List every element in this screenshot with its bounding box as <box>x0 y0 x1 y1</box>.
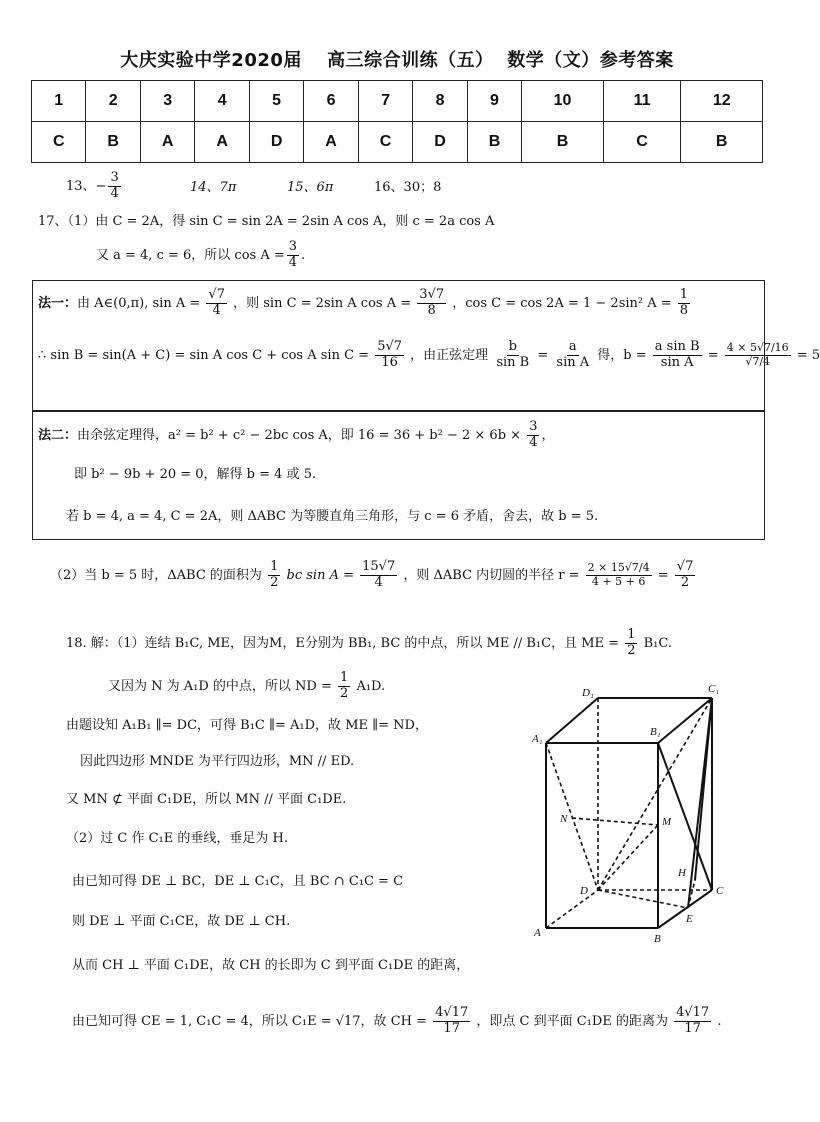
q17-part1-head: 17、（1）由 C = 2A，得 sin C = sin 2A = 2sin A cos A，则 c = 2a cos A <box>38 214 495 229</box>
page-title: 大庆实验中学2020届 高三综合训练（五） 数学（文）参考答案 <box>120 50 674 71</box>
label-D: D <box>580 885 588 897</box>
label-H: H <box>678 867 686 879</box>
question-number-cell: 7 <box>358 81 412 122</box>
answer-numbers-row <box>32 81 763 122</box>
method-two-line1: 法二：由余弦定理得，a² = b² + c² − 2bc cos A，即 16 = 36 + b² − 2 × 6b × $\frac{3}{4}$ ， <box>38 419 555 450</box>
answer-choice-cell: D <box>413 122 467 163</box>
question-number-cell: 3 <box>140 81 194 122</box>
q18-line6: （2）过 C 作 C₁E 的垂线，垂足为 H. <box>66 831 288 846</box>
question-number-cell: 9 <box>467 81 521 122</box>
answer-choice-cell: B <box>522 122 604 163</box>
q18-line3: 由题设知 A₁B₁ ∥= DC，可得 B₁C ∥= A₁D，故 ME ∥= ND， <box>66 718 428 733</box>
label-C: C <box>716 885 724 897</box>
q18-line4: 因此四边形 MNDE 为平行四边形，MN // ED. <box>80 754 355 769</box>
question-number-cell: 5 <box>249 81 303 122</box>
label-E: E <box>686 913 693 925</box>
answer-choice-cell: D <box>249 122 303 163</box>
method-one-line2: ∴ sin B = sin(A + C) = sin A cos C + cos A sin C = $\frac{5√7}{16}$ ，由正弦定理 $\frac{b}{\text{sin B}}$ = $\frac{a}{\text{sin A}}$ 得，b = $\frac{\text{a sin B}}{\text{sin A}}$ = $\frac{4 \times 5√7/16}{√7/4}$ = 5 <box>38 339 820 370</box>
answer-choice-cell: A <box>304 122 358 163</box>
answer-choice-cell: A <box>195 122 249 163</box>
answer-13: 13、− $\frac{3}{4}$ <box>66 170 119 201</box>
answer-14: 14、7π <box>190 180 237 195</box>
label-B1: B₁ <box>650 726 661 738</box>
method-two-line2: 即 b² − 9b + 20 = 0，解得 b = 4 或 5. <box>74 467 317 482</box>
label-A1: A₁ <box>532 733 543 745</box>
q18-line2: 又因为 N 为 A₁D 的中点，所以 ND = $\frac{1}{2}$ A₁D. <box>108 670 386 701</box>
answer-choices-row <box>32 122 763 163</box>
label-N: N <box>560 813 568 825</box>
label-A: A <box>534 927 541 939</box>
q17-cosA: 又 a = 4, c = 6，所以 cos A = $\frac{3}{4}$ . <box>96 239 306 270</box>
answer-choice-cell: B <box>86 122 140 163</box>
label-D1: D₁ <box>582 687 594 699</box>
answer-choice-cell: B <box>681 122 763 163</box>
label-B: B <box>654 933 661 945</box>
question-number-cell: 12 <box>681 81 763 122</box>
question-number-cell: 1 <box>32 81 86 122</box>
q18-line9: 从而 CH ⊥ 平面 C₁DE，故 CH 的长即为 C 到平面 C₁DE 的距离， <box>72 958 470 973</box>
q18-line7: 由已知可得 DE ⊥ BC，DE ⊥ C₁C，且 BC ∩ C₁C = C <box>72 874 404 889</box>
answer-16: 16、30；8 <box>374 180 442 195</box>
answer-table <box>31 80 763 163</box>
method-one-line1: 法一：由 A∈(0,π), sin A = $\frac{√7}{4}$ ，则 sin C = 2sin A cos A = $\frac{3√7}{8}$ ，cos C = cos 2A = 1 − 2sin² A = $\frac{1}{8}$ <box>38 287 689 318</box>
q18-line10: 由已知可得 CE = 1, C₁C = 4，所以 C₁E = √17，故 CH = $\frac{4√17}{17}$ ，即点 C 到平面 C₁DE 的距离为 $\frac{4√17}{17}$ . <box>72 1005 722 1036</box>
question-number-cell: 6 <box>304 81 358 122</box>
label-M: M <box>662 816 672 828</box>
question-number-cell: 8 <box>413 81 467 122</box>
prism-figure <box>520 680 740 950</box>
question-number-cell: 2 <box>86 81 140 122</box>
answer-choice-cell: A <box>140 122 194 163</box>
answer-15: 15、6π <box>287 180 334 195</box>
q18-line8: 则 DE ⊥ 平面 C₁CE，故 DE ⊥ CH. <box>72 914 291 929</box>
label-C1: C₁ <box>708 683 720 695</box>
q17-part2: （2）当 b = 5 时，ΔABC 的面积为 $\frac{1}{2}$ bc sin A = $\frac{15√7}{4}$ ，则 ΔABC 内切圆的半径 r = $\frac{2 \times 15√7/4}{4 + 5 + 6}$ = $\frac{√7}{2}$ <box>50 559 694 590</box>
answer-choice-cell: C <box>603 122 681 163</box>
method-two-line3: 若 b = 4, a = 4, C = 2A，则 ΔABC 为等腰直角三角形，与 c = 6 矛盾，舍去，故 b = 5. <box>66 509 599 524</box>
answer-choice-cell: B <box>467 122 521 163</box>
question-number-cell: 11 <box>603 81 681 122</box>
answer-choice-cell: C <box>358 122 412 163</box>
q18-line1: 18. 解：（1）连结 B₁C, ME，因为M，E分别为 BB₁, BC 的中点，所以 ME // B₁C，且 ME = $\frac{1}{2}$ B₁C. <box>66 627 672 658</box>
question-number-cell: 10 <box>522 81 604 122</box>
answer-choice-cell: C <box>32 122 86 163</box>
q18-line5: 又 MN ⊄ 平面 C₁DE，所以 MN // 平面 C₁DE. <box>66 792 347 807</box>
question-number-cell: 4 <box>195 81 249 122</box>
